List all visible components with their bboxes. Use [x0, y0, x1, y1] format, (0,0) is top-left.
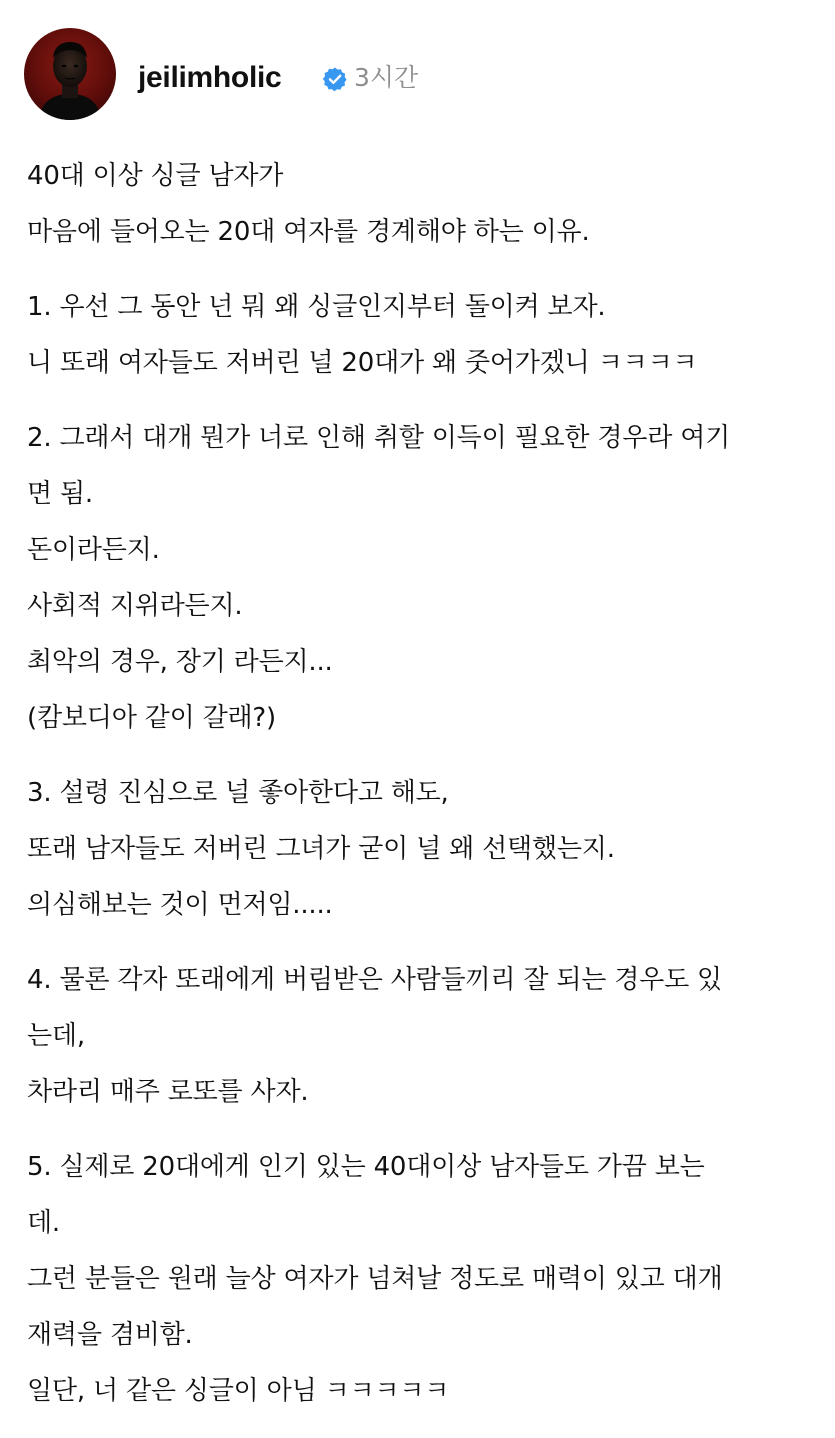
post-text-line: 40대 이상 싱글 남자가 — [27, 161, 284, 191]
post-header — [24, 28, 804, 128]
paragraph-point-3 — [27, 765, 817, 933]
post-text-line: 재력을 겸비함. — [27, 1320, 193, 1350]
post-text-line: 데. — [27, 1208, 60, 1238]
post-text-line: 의심해보는 것이 먼저임..... — [27, 890, 333, 920]
post-text-line: 최악의 경우, 장기 라든지... — [27, 647, 333, 677]
verified-badge-icon — [322, 66, 348, 92]
post-text-line: 마음에 들어오는 20대 여자를 경계해야 하는 이유. — [27, 217, 590, 247]
paragraph-point-5 — [27, 1139, 817, 1419]
avatar[interactable] — [24, 28, 116, 120]
username[interactable]: jeilimholic — [138, 61, 282, 94]
post-text-line: 3. 설령 진심으로 널 좋아한다고 해도, — [27, 778, 449, 808]
post-body — [27, 148, 817, 1438]
post-text-line: 또래 남자들도 저버린 그녀가 굳이 널 왜 선택했는지. — [27, 834, 615, 864]
post-text-line: 5. 실제로 20대에게 인기 있는 40대이상 남자들도 가끔 보는 — [27, 1152, 705, 1182]
post-text-line: 차라리 매주 로또를 사자. — [27, 1077, 309, 1107]
paragraph-point-2 — [27, 410, 817, 746]
post-text-line: 돈이라든지. — [27, 535, 160, 565]
paragraph-point-4 — [27, 952, 817, 1120]
avatar-portrait-icon — [24, 28, 116, 120]
post-text-line: 사회적 지위라든지. — [27, 591, 243, 621]
post-text-line: (캄보디아 같이 갈래?) — [27, 703, 276, 733]
post-text-line: 니 또래 여자들도 저버린 널 20대가 왜 줏어가겠니 ㅋㅋㅋㅋ — [27, 348, 698, 378]
post-text-line: 그런 분들은 원래 늘상 여자가 넘쳐날 정도로 매력이 있고 대개 — [27, 1264, 723, 1294]
post-text-line: 4. 물론 각자 또래에게 버림받은 사람들끼리 잘 되는 경우도 있 — [27, 965, 722, 995]
paragraph-point-1 — [27, 279, 817, 391]
post-text-line: 2. 그래서 대개 뭔가 너로 인해 취할 이득이 필요한 경우라 여기 — [27, 423, 731, 453]
post-text-line: 일단, 너 같은 싱글이 아님 ㅋㅋㅋㅋㅋ — [27, 1376, 450, 1406]
post-timestamp: 3시간 — [354, 63, 419, 92]
paragraph-intro — [27, 148, 817, 260]
post-text-line: 1. 우선 그 동안 넌 뭐 왜 싱글인지부터 돌이켜 보자. — [27, 292, 606, 322]
post-text-line: 면 됨. — [27, 479, 93, 509]
post-text-line: 는데, — [27, 1021, 85, 1051]
